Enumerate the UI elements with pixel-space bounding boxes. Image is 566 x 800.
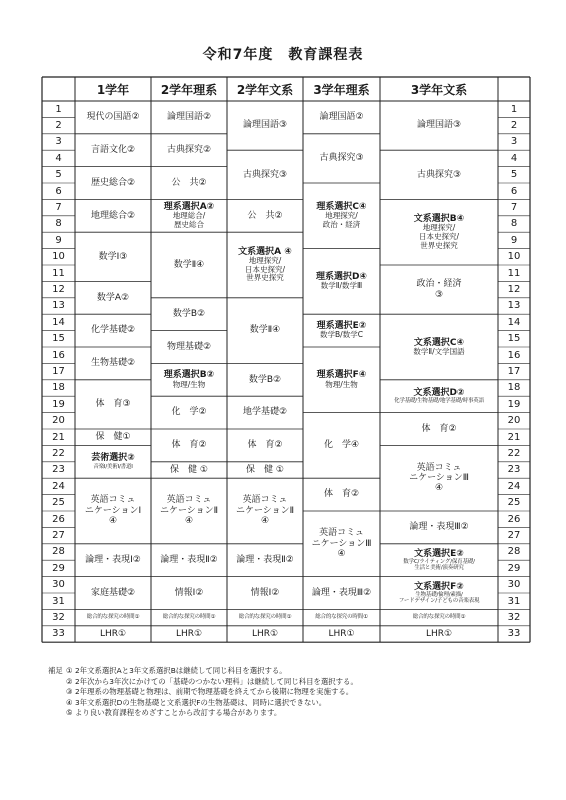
- subject-name: ニケーションⅢ: [409, 473, 469, 484]
- row-number-left: 16: [52, 349, 65, 361]
- subject-cell: [75, 281, 151, 314]
- subject-name: 英語コミュ: [242, 495, 288, 506]
- subject-options: 世界史探究: [420, 240, 458, 250]
- row-number-left: 33: [52, 628, 65, 640]
- elective-group-title: 文系選択C④: [413, 337, 465, 348]
- row-number-right: 10: [507, 251, 521, 263]
- row-number-left: 20: [52, 415, 65, 427]
- subject-name: 政治・経済: [416, 279, 462, 290]
- subject-cell: [227, 478, 303, 544]
- row-number-left: 21: [52, 431, 65, 443]
- row-number-right: 33: [507, 628, 521, 640]
- subject-name: 論理国語③: [242, 120, 288, 131]
- subject-name: 化 学②: [171, 407, 207, 418]
- subject-cell: [303, 577, 380, 610]
- subject-name: LHR①: [251, 628, 279, 639]
- row-number-right: 24: [507, 480, 521, 492]
- subject-name: 論理・表現Ⅰ②: [85, 555, 141, 566]
- subject-cell: [303, 183, 380, 249]
- row-number-right: 21: [507, 431, 521, 443]
- row-number-right: 19: [507, 398, 521, 410]
- subject-name: 古典探究③: [319, 153, 364, 164]
- subject-cell: [75, 609, 151, 625]
- row-number-right: 17: [507, 366, 521, 378]
- row-number-left: 31: [52, 595, 65, 607]
- subject-cell: [303, 626, 380, 642]
- subject-name: 論理・表現Ⅲ②: [409, 522, 469, 533]
- subject-cell: [380, 150, 498, 199]
- subject-cell: [75, 167, 151, 200]
- subject-cell: [151, 544, 227, 577]
- row-number-right: 28: [507, 546, 521, 558]
- subject-name: ④: [108, 516, 118, 527]
- subject-name: 化学基礎②: [90, 325, 136, 336]
- column-header: 3学年理系: [313, 82, 370, 97]
- row-number-right: 31: [507, 595, 521, 607]
- subject-options: 物理/生物: [325, 379, 358, 389]
- column-header: 2学年理系: [160, 82, 218, 97]
- row-number-right: 32: [507, 612, 521, 624]
- row-number-right: 8: [510, 218, 518, 230]
- subject-options: 音楽Ⅰ/美術Ⅰ/書道Ⅰ: [93, 463, 133, 470]
- elective-group-title: 理系選択C④: [316, 202, 367, 212]
- notes-label: 補足: [48, 666, 63, 675]
- subject-cell: [227, 298, 303, 364]
- row-number-right: 20: [507, 415, 521, 427]
- row-number-left: 10: [52, 251, 65, 263]
- subject-name: 数学Ⅱ④: [173, 259, 205, 270]
- subject-cell: [303, 101, 380, 134]
- subject-cell: [303, 249, 380, 315]
- note-text: ② 2年次から3年次にかけての「基礎のつかない理科」は継続して同じ科目を選択する。: [66, 676, 358, 686]
- elective-group-title: 理系選択B②: [163, 370, 215, 381]
- subject-cell: [303, 413, 380, 479]
- row-number-right: 14: [507, 316, 521, 328]
- row-number-right: 18: [507, 382, 521, 394]
- subject-name: 体 育②: [247, 440, 283, 451]
- elective-group-title: 芸術選択②: [91, 453, 135, 464]
- row-number-right: 16: [507, 349, 521, 361]
- elective-group-title: 文系選択B④: [413, 214, 465, 225]
- subject-cell: [227, 577, 303, 610]
- subject-name: ニケーションⅡ: [159, 505, 219, 516]
- subject-cell: [75, 232, 151, 281]
- subject-options: 総合的な探究の時間①: [315, 614, 368, 621]
- subject-cell: [75, 577, 151, 610]
- subject-cell: [151, 462, 227, 478]
- subject-cell: [380, 199, 498, 265]
- row-number-right: 6: [510, 185, 518, 197]
- subject-cell: [227, 199, 303, 232]
- subject-cell: [303, 609, 380, 625]
- row-number-left: 8: [55, 218, 62, 230]
- subject-cell: [151, 167, 227, 200]
- row-number-left: 12: [52, 284, 65, 296]
- row-number-left: 27: [52, 530, 65, 542]
- subject-name: 化 学④: [323, 440, 360, 451]
- elective-group-title: 文系選択A ④: [238, 246, 292, 257]
- subject-options: 世界史探究: [246, 273, 284, 283]
- subject-cell: [75, 134, 151, 167]
- subject-cell: [75, 380, 151, 429]
- column-header: 1学年: [96, 82, 130, 97]
- row-number-right: 15: [507, 333, 521, 345]
- row-number-left: 23: [52, 464, 65, 476]
- elective-group-title: 理系選択E②: [316, 321, 367, 332]
- row-number-right: 9: [510, 234, 518, 246]
- subject-name: 物理基礎②: [166, 341, 212, 352]
- subject-cell: [303, 314, 380, 347]
- subject-cell: [151, 101, 227, 134]
- subject-name: ニケーションⅢ: [311, 538, 372, 549]
- subject-name: 体 育②: [421, 423, 457, 434]
- subject-name: 数学Ⅰ③: [98, 251, 128, 262]
- subject-name: 英語コミュ: [90, 495, 136, 506]
- note-text: ③ 2年理系の物理基礎と物理は、前期で物理基礎を終えてから後期に物理を実施する。: [66, 687, 354, 696]
- subject-cell: [75, 544, 151, 577]
- subject-cell: [75, 199, 151, 232]
- subject-cell: [151, 609, 227, 625]
- subject-options: 物理/生物: [172, 379, 206, 389]
- subject-cell: [75, 314, 151, 347]
- subject-cell: [151, 199, 227, 232]
- row-number-left: 22: [52, 448, 65, 460]
- subject-name: LHR①: [328, 628, 355, 639]
- note-line: [48, 677, 548, 688]
- row-number-right: 3: [510, 136, 518, 148]
- note-text: ⑤ より良い教育課程をめざすことから改訂する場合があります。: [66, 708, 282, 717]
- page-title: 令和7年度 教育課程表: [202, 47, 364, 63]
- subject-cell: [380, 380, 498, 413]
- subject-name: 英語コミュ: [166, 495, 212, 506]
- notes-section: [48, 666, 548, 719]
- subject-options: 数学B/数学C: [320, 330, 363, 340]
- subject-cell: [151, 298, 227, 331]
- subject-name: 英語コミュ: [319, 528, 364, 539]
- subject-options: 生物基礎/倫理/素描/: [415, 591, 463, 598]
- subject-name: 体 育②: [171, 440, 207, 451]
- subject-cell: [227, 363, 303, 396]
- subject-cell: [380, 265, 498, 314]
- note-text: ① 2年文系選択Aと3年文系選択Bは継続して同じ科目を選択する。: [66, 666, 287, 675]
- row-number-left: 1: [55, 103, 62, 115]
- subject-options: 数学Ⅱ/数学Ⅲ: [320, 281, 363, 291]
- subject-name: 体 育②: [323, 489, 360, 500]
- subject-name: 言語文化②: [90, 145, 136, 156]
- subject-options: 地理探究/: [248, 256, 282, 266]
- subject-options: 歴史総合: [174, 219, 204, 229]
- subject-cell: [151, 363, 227, 396]
- subject-cell: [151, 232, 227, 298]
- subject-name: 数学B②: [248, 374, 282, 385]
- row-number-left: 29: [52, 562, 65, 574]
- subject-options: 数学C/ライティング/保育基礎/: [403, 559, 475, 566]
- subject-cell: [227, 626, 303, 642]
- subject-cell: [151, 134, 227, 167]
- note-line: [48, 666, 548, 677]
- subject-options: 生活と美術/演奏研究: [414, 565, 464, 572]
- subject-cell: [151, 577, 227, 610]
- row-number-right: 27: [507, 530, 521, 542]
- subject-name: 論理・表現Ⅱ②: [236, 555, 294, 566]
- subject-name: 論理・表現Ⅲ②: [311, 587, 372, 598]
- subject-name: 保 健 ①: [246, 464, 284, 475]
- row-number-right: 29: [507, 562, 521, 574]
- elective-group-title: 文系選択D②: [413, 387, 465, 398]
- subject-name: 古典探究③: [416, 169, 462, 180]
- subject-options: 地理総合/: [172, 211, 206, 221]
- row-number-left: 3: [55, 136, 62, 148]
- subject-cell: [380, 577, 498, 610]
- subject-name: 数学Ⅱ④: [249, 325, 281, 336]
- row-number-left: 19: [52, 398, 65, 410]
- subject-cell: [303, 347, 380, 413]
- row-number-right: 30: [507, 579, 521, 591]
- subject-name: 論理国語②: [166, 112, 212, 123]
- subject-options: 総合的な探究の時間①: [238, 614, 292, 621]
- row-number-left: 13: [52, 300, 65, 312]
- subject-name: ④: [434, 483, 444, 494]
- subject-cell: [380, 609, 498, 625]
- row-number-right: 5: [510, 169, 518, 181]
- row-number-left: 24: [52, 480, 65, 492]
- row-number-left: 2: [55, 120, 62, 132]
- subject-cell: [75, 478, 151, 544]
- subject-options: 日本史探究/: [418, 232, 460, 242]
- elective-group-title: 理系選択D④: [315, 271, 368, 282]
- subject-cell: [151, 331, 227, 364]
- row-number-right: 7: [510, 202, 518, 214]
- row-number-left: 4: [55, 152, 62, 164]
- subject-name: 体 育③: [95, 399, 131, 410]
- note-line: [48, 698, 548, 709]
- subject-name: 家庭基礎②: [90, 587, 136, 598]
- subject-name: 論理国語②: [319, 112, 364, 123]
- elective-group-title: 文系選択E②: [414, 548, 464, 559]
- subject-cell: [380, 511, 498, 544]
- row-number-left: 6: [55, 185, 62, 197]
- subject-options: 地理探究/: [422, 223, 456, 233]
- subject-name: 生物基礎②: [90, 358, 136, 369]
- row-number-left: 32: [52, 612, 65, 624]
- row-number-left: 28: [52, 546, 65, 558]
- row-number-left: 15: [52, 333, 65, 345]
- note-text: ④ 3年文系選択Dの生物基礎と文系選択Fの生物基礎は、同時に選択できない。: [66, 697, 327, 707]
- subject-name: ④: [184, 516, 194, 527]
- subject-cell: [380, 101, 498, 150]
- row-number-right: 11: [507, 267, 521, 279]
- subject-name: 数学B②: [172, 309, 206, 320]
- subject-cell: [75, 101, 151, 134]
- row-number-right: 22: [507, 448, 521, 460]
- subject-cell: [380, 314, 498, 380]
- subject-name: 公 共②: [247, 210, 283, 221]
- subject-name: ニケーションⅡ: [235, 505, 295, 516]
- row-number-left: 17: [52, 366, 65, 378]
- row-number-left: 18: [52, 382, 65, 394]
- subject-name: ④: [260, 516, 270, 527]
- subject-name: 論理国語③: [416, 120, 462, 131]
- subject-cell: [303, 511, 380, 577]
- subject-cell: [151, 478, 227, 544]
- subject-cell: [380, 544, 498, 577]
- subject-name: 古典探究③: [242, 169, 288, 180]
- note-line: [48, 708, 548, 719]
- subject-cell: [227, 101, 303, 150]
- subject-options: 地理探究/: [325, 211, 358, 221]
- subject-cell: [151, 626, 227, 642]
- row-number-right: 26: [507, 513, 521, 525]
- subject-name: 歴史総合②: [90, 177, 136, 188]
- subject-name: LHR①: [175, 628, 203, 639]
- row-number-left: 30: [52, 579, 65, 591]
- subject-name: ④: [337, 548, 346, 559]
- subject-name: ③: [434, 289, 444, 300]
- row-number-right: 23: [507, 464, 521, 476]
- subject-cell: [75, 429, 151, 445]
- elective-group-title: 文系選択F②: [414, 581, 464, 592]
- row-number-right: 12: [507, 284, 521, 296]
- row-number-right: 25: [507, 497, 521, 509]
- subject-name: 地学基礎②: [242, 407, 288, 418]
- subject-cell: [151, 396, 227, 429]
- subject-options: 総合的な探究の時間①: [86, 614, 140, 621]
- subject-name: LHR①: [425, 628, 453, 639]
- subject-cell: [227, 462, 303, 478]
- subject-name: 公 共②: [171, 177, 207, 188]
- subject-name: LHR①: [99, 628, 127, 639]
- subject-name: 英語コミュ: [416, 462, 462, 473]
- subject-cell: [227, 396, 303, 429]
- column-header: 2学年文系: [236, 82, 294, 97]
- subject-cell: [227, 429, 303, 462]
- subject-cell: [227, 150, 303, 199]
- row-number-left: 5: [55, 169, 62, 181]
- subject-options: 日本史探究/: [244, 264, 286, 274]
- subject-cell: [75, 626, 151, 642]
- row-number-left: 7: [55, 202, 62, 214]
- subject-name: 情報Ⅰ②: [250, 587, 280, 598]
- subject-options: 総合的な探究の時間①: [162, 614, 216, 621]
- subject-cell: [380, 413, 498, 446]
- subject-name: 古典探究②: [166, 145, 212, 156]
- subject-cell: [227, 544, 303, 577]
- subject-cell: [227, 609, 303, 625]
- row-number-right: 13: [507, 300, 521, 312]
- subject-name: 論理・表現Ⅱ②: [160, 555, 218, 566]
- subject-name: 保 健①: [95, 432, 131, 443]
- subject-options: 政治・経済: [322, 219, 361, 229]
- subject-options: 総合的な探究の時間①: [412, 614, 466, 621]
- elective-group-title: 理系選択F④: [316, 370, 367, 381]
- subject-cell: [151, 429, 227, 462]
- subject-cell: [227, 232, 303, 298]
- subject-name: 数学A②: [96, 292, 130, 303]
- row-number-left: 26: [52, 513, 65, 525]
- subject-cell: [303, 478, 380, 511]
- subject-name: ニケーションⅠ: [84, 505, 142, 516]
- subject-cell: [75, 445, 151, 478]
- row-number-right: 1: [510, 103, 518, 115]
- elective-group-title: 理系選択A②: [163, 201, 215, 212]
- note-line: [48, 687, 548, 698]
- row-number-left: 14: [52, 316, 65, 328]
- subject-options: 数学Ⅱ/文学国語: [413, 346, 465, 356]
- row-number-right: 2: [510, 120, 518, 132]
- row-number-right: 4: [510, 152, 518, 164]
- column-header: 3学年文系: [410, 82, 468, 97]
- subject-name: 保 健 ①: [170, 464, 208, 475]
- subject-name: 地理総合②: [90, 210, 136, 221]
- subject-cell: [380, 626, 498, 642]
- subject-name: 現代の国語②: [86, 112, 140, 123]
- row-number-left: 9: [55, 234, 62, 246]
- subject-options: フードデザイン/子どもの音楽表現: [398, 598, 480, 605]
- row-number-left: 11: [52, 267, 65, 279]
- subject-cell: [303, 134, 380, 183]
- subject-name: 情報Ⅰ②: [174, 587, 204, 598]
- subject-options: 化学基礎/生物基礎/地学基礎/時事英語: [394, 398, 484, 405]
- subject-cell: [75, 347, 151, 380]
- subject-cell: [380, 445, 498, 511]
- row-number-left: 25: [52, 497, 65, 509]
